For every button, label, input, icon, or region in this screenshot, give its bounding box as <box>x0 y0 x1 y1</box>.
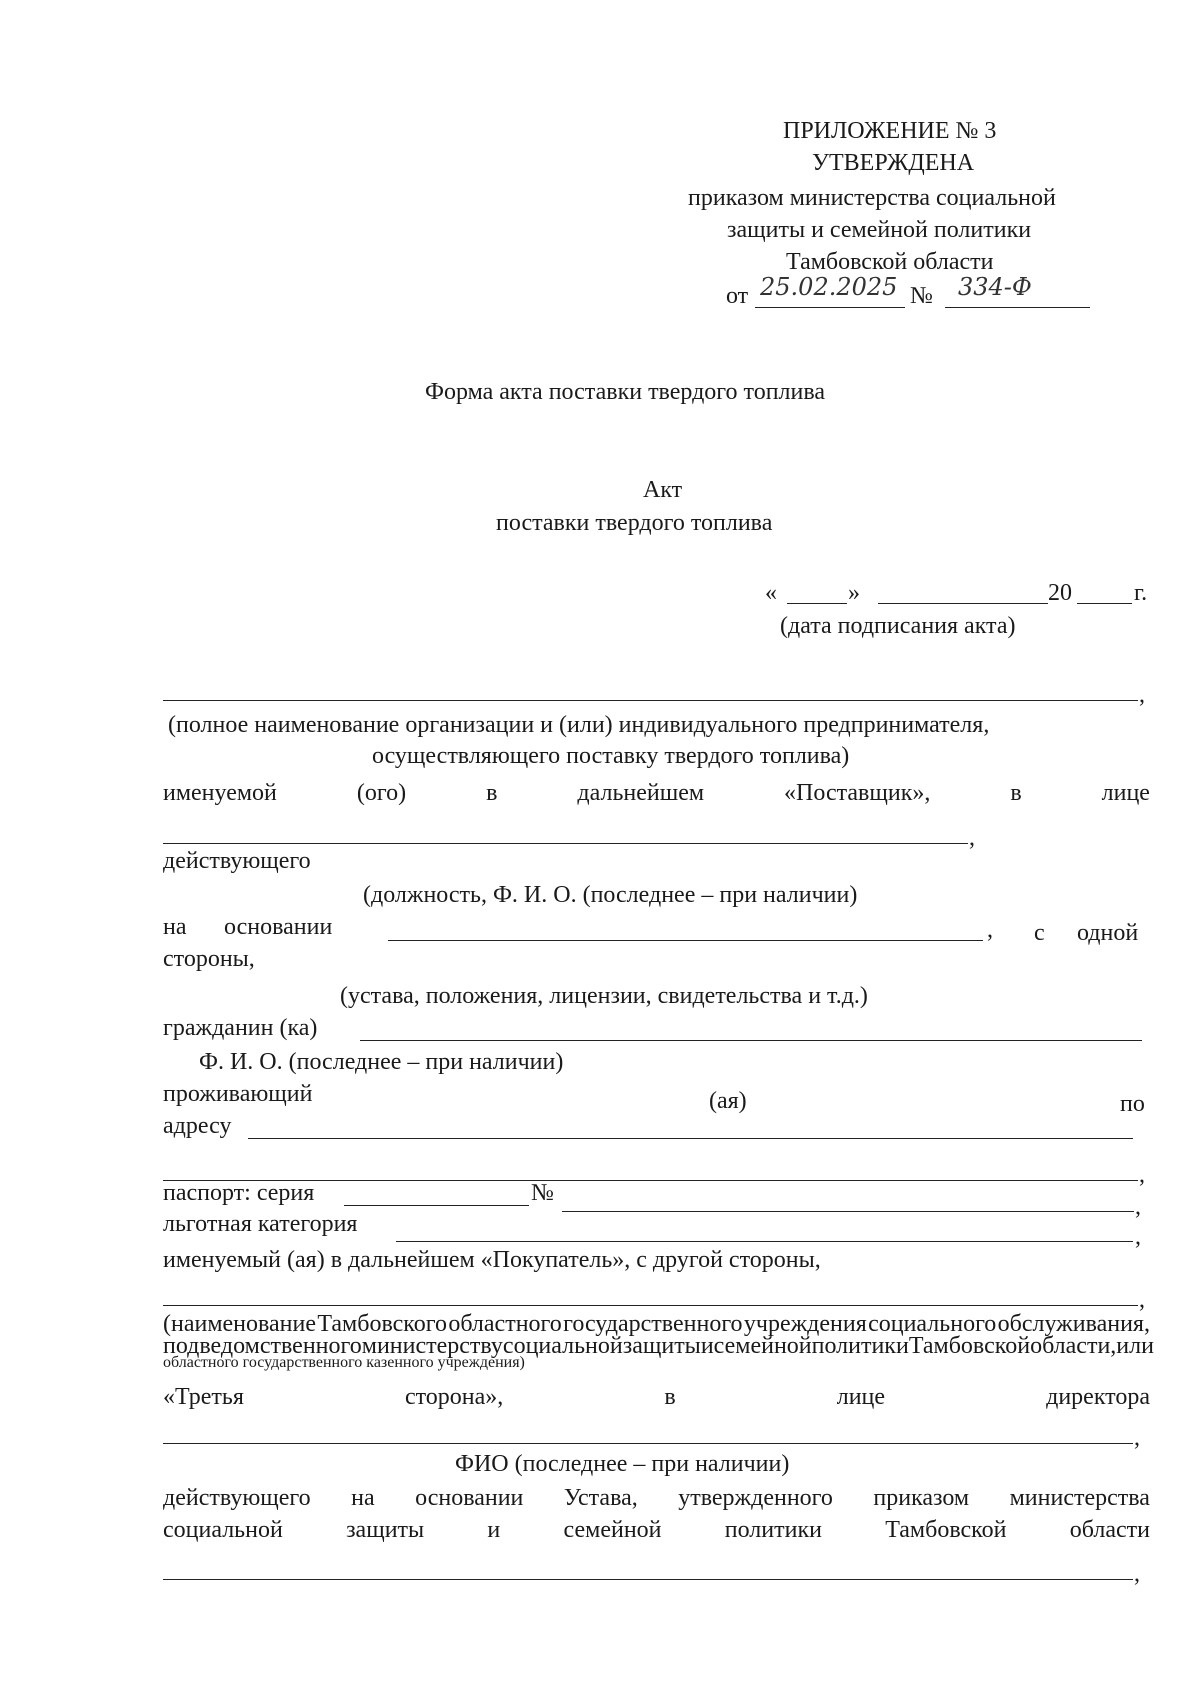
order-date-handwritten: 25.02.2025 <box>760 273 898 301</box>
word: утвержденного <box>678 1485 833 1511</box>
word: именуемой <box>163 780 277 806</box>
word: Тамбовской <box>885 1517 1007 1543</box>
word: областного <box>448 1311 562 1337</box>
passport-comma: , <box>1135 1194 1141 1220</box>
institution-line <box>163 1305 1138 1306</box>
word: на <box>351 1485 375 1511</box>
word: социальной <box>502 1333 623 1359</box>
order-number-line <box>945 307 1090 308</box>
basis-comma: , <box>987 917 993 943</box>
basis-word-on: на <box>163 914 187 940</box>
word: «Третья <box>163 1384 244 1410</box>
appendix-number: ПРИЛОЖЕНИЕ № 3 <box>783 118 997 144</box>
word: министерства <box>1009 1485 1150 1511</box>
institution-comma: , <box>1139 1287 1145 1313</box>
word: подведомственного <box>163 1333 362 1359</box>
date-month-line <box>878 603 1048 604</box>
date-year-line <box>1077 603 1132 604</box>
word: Тамбовской <box>908 1333 1031 1359</box>
word: политики <box>811 1333 909 1359</box>
supplier-name-comma: , <box>1139 682 1145 708</box>
date-close-quote: » <box>848 580 860 606</box>
order-date-line <box>755 307 905 308</box>
director-fio-caption: ФИО (последнее – при наличии) <box>455 1451 790 1477</box>
word: дальнейшем <box>577 780 705 806</box>
basis-word-one: одной <box>1077 920 1139 946</box>
word: социального <box>868 1311 997 1337</box>
word: лице <box>1101 780 1150 806</box>
word: защиты <box>622 1333 701 1359</box>
order-number-prefix: № <box>910 283 933 309</box>
word: в <box>1010 780 1022 806</box>
word: в <box>664 1384 676 1410</box>
word: и <box>487 1517 501 1543</box>
act-subtitle: поставки твердого топлива <box>496 510 773 536</box>
basis-word-with: с <box>1034 920 1045 946</box>
residing-label: проживающий <box>163 1081 313 1107</box>
word: или <box>1116 1333 1154 1359</box>
institution-caption-3: областного государственного казенного учреждения) <box>163 1354 525 1371</box>
supplier-representative-comma: , <box>969 825 975 851</box>
ministry-row <box>163 1515 1150 1545</box>
order-line-2: защиты и семейной политики <box>727 217 1032 243</box>
word: в <box>486 780 498 806</box>
form-title: Форма акта поставки твердого топлива <box>425 379 826 405</box>
position-caption: (должность, Ф. И. О. (последнее – при наличии) <box>363 882 858 908</box>
word: лице <box>836 1384 886 1410</box>
address-line-1 <box>248 1138 1133 1139</box>
director-comma: , <box>1134 1425 1140 1451</box>
citizen-fio-caption: Ф. И. О. (последнее – при наличии) <box>199 1049 564 1075</box>
word: действующего <box>163 1485 311 1511</box>
word: учреждения <box>743 1311 867 1337</box>
date-year-prefix: 20 <box>1048 580 1072 606</box>
word: министерству <box>361 1333 503 1359</box>
word: социальной <box>163 1517 283 1543</box>
word: области <box>1069 1517 1150 1543</box>
word: обслуживания, <box>997 1311 1150 1337</box>
word: государственного <box>563 1311 743 1337</box>
supplier-named-row <box>163 778 1150 808</box>
order-date-prefix: от <box>726 283 749 309</box>
word: семейной <box>713 1333 812 1359</box>
side-word: стороны, <box>163 946 255 972</box>
word: Устава, <box>563 1485 638 1511</box>
supplier-caption-1: (полное наименование организации и (или) индивидуального предпринимателя, <box>168 712 990 738</box>
benefit-line <box>396 1241 1133 1242</box>
date-day-line <box>787 603 847 604</box>
word: и <box>700 1333 714 1359</box>
director-line <box>163 1443 1133 1444</box>
passport-number-label: № <box>531 1180 554 1206</box>
buyer-named: именуемый (ая) в дальнейшем «Покупатель», с другой стороны, <box>163 1247 821 1273</box>
word: основании <box>415 1485 524 1511</box>
passport-series-line <box>344 1205 529 1206</box>
third-party-role-row <box>163 1382 1150 1412</box>
supplier-representative-line <box>163 843 968 844</box>
act-title: Акт <box>643 477 683 503</box>
word: (наименование <box>163 1311 317 1337</box>
passport-number-line <box>562 1211 1134 1212</box>
word: семейной <box>563 1517 662 1543</box>
order-line-3: Тамбовской области <box>786 249 994 275</box>
approved-label: УТВЕРЖДЕНА <box>812 150 975 176</box>
word: (ого) <box>356 780 407 806</box>
citizen-label: гражданин (ка) <box>163 1015 318 1041</box>
acting-row <box>163 1483 1150 1513</box>
order-line-1: приказом министерства социальной <box>688 185 1056 211</box>
supplier-name-line <box>163 700 1138 701</box>
address-comma: , <box>1139 1162 1145 1188</box>
benefit-comma: , <box>1135 1224 1141 1250</box>
word: защиты <box>346 1517 425 1543</box>
residing-by: по <box>1120 1091 1145 1117</box>
basis-line <box>388 940 983 941</box>
supplier-caption-2: осуществляющего поставку твердого топлива) <box>372 743 850 769</box>
address-label: адресу <box>163 1113 232 1139</box>
residing-suffix: (ая) <box>709 1088 747 1114</box>
word: «Поставщик», <box>784 780 931 806</box>
word: сторона», <box>404 1384 504 1410</box>
word: политики <box>724 1517 822 1543</box>
ministry-line <box>163 1579 1133 1580</box>
word: приказом <box>873 1485 970 1511</box>
passport-series-label: паспорт: серия <box>163 1180 315 1206</box>
date-open-quote: « <box>765 580 777 606</box>
word: директора <box>1046 1384 1150 1410</box>
final-comma: , <box>1134 1561 1140 1587</box>
citizen-line <box>360 1040 1142 1041</box>
basis-caption: (устава, положения, лицензии, свидетельства и т.д.) <box>340 983 868 1009</box>
basis-word-basis: основании <box>224 914 333 940</box>
word: Тамбовского <box>317 1311 447 1337</box>
date-caption: (дата подписания акта) <box>780 613 1016 639</box>
benefit-label: льготная категория <box>163 1211 358 1237</box>
supplier-acting: действующего <box>163 848 311 874</box>
date-year-suffix: г. <box>1134 580 1148 606</box>
word: области, <box>1030 1333 1117 1359</box>
order-number-handwritten: 334-Ф <box>958 273 1032 301</box>
